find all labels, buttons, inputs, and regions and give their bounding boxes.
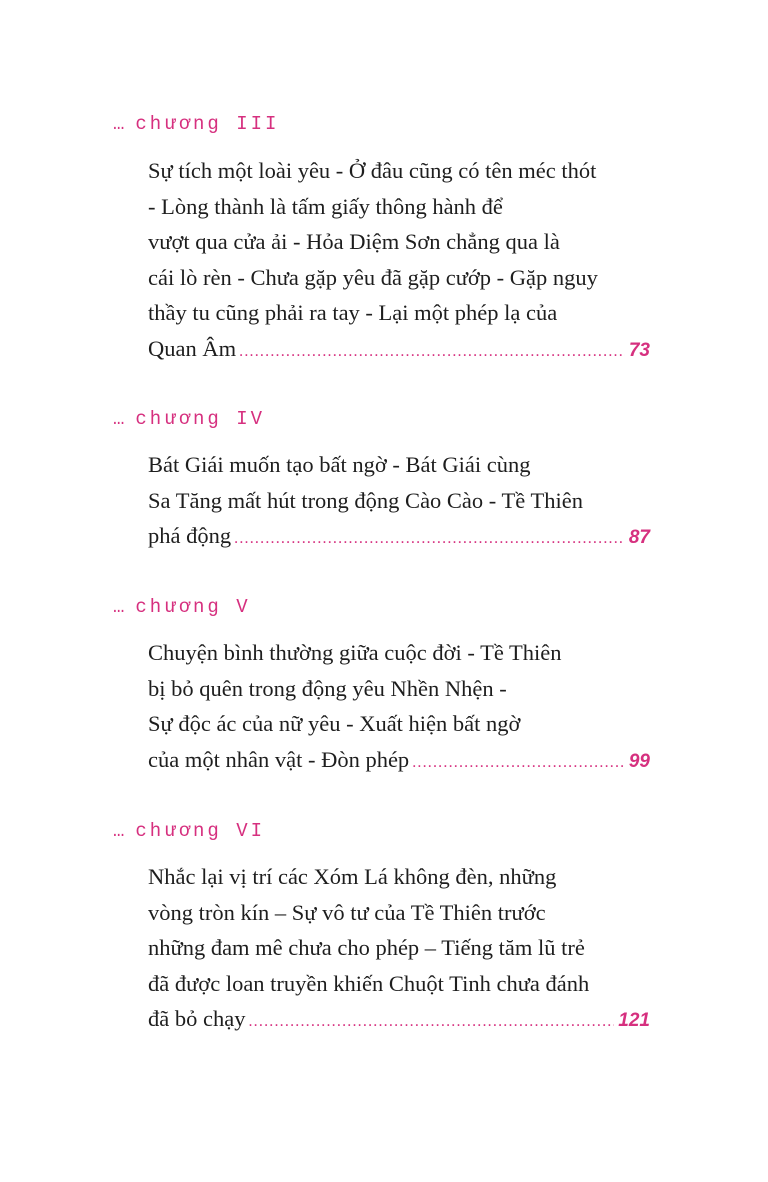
summary-line: của một nhân vật - Đòn phép [148, 746, 410, 772]
chapter-title: chương III [135, 113, 280, 135]
summary-last-line [148, 1001, 650, 1037]
summary-line: Quan Âm [148, 335, 237, 361]
chapter-heading [113, 595, 251, 619]
chapter-title: chương V [135, 596, 251, 618]
summary-line: đã bỏ chạy [148, 1006, 246, 1031]
summary-line: - Lòng thành là tấm giấy thông hành để [148, 193, 503, 219]
summary-line: đã được loan truyền khiến Chuột Tinh chưa đánh [148, 970, 590, 996]
heading-ellipsis: … [113, 596, 126, 618]
summary-line: Sa Tăng mất hút trong động Cào Cào - Tề Thiên [148, 487, 583, 513]
summary-line: bị bỏ quên trong động yêu Nhền Nhện - [148, 675, 507, 701]
dot-leader [239, 334, 625, 370]
chapter-title: chương IV [135, 408, 266, 430]
summary-line: vượt qua cửa ải - Hỏa Diệm Sơn chẳng qua là [148, 229, 560, 254]
summary-line: cái lò rèn - Chưa gặp yêu đã gặp cướp - Gặp nguy [148, 264, 598, 290]
heading-ellipsis: … [113, 113, 126, 135]
dot-leader [412, 745, 625, 781]
chapter-heading [113, 819, 265, 843]
page-number: 99 [628, 750, 650, 772]
chapter-summary [148, 447, 650, 554]
summary-line: những đam mê chưa cho phép – Tiếng tăm lũ trẻ [148, 935, 585, 960]
chapter-title: chương VI [135, 820, 266, 842]
chapter-summary [148, 153, 650, 366]
chapter-summary [148, 859, 650, 1037]
summary-line: phá động [148, 523, 232, 548]
heading-ellipsis: … [113, 820, 126, 842]
summary-last-line [148, 742, 650, 778]
page-number: 73 [628, 339, 650, 361]
page-number: 121 [618, 1010, 650, 1031]
summary-line: Sự độc ác của nữ yêu - Xuất hiện bất ngờ [148, 711, 521, 736]
dot-leader [248, 1004, 614, 1040]
page-number: 87 [628, 527, 650, 548]
summary-last-line [148, 331, 650, 367]
summary-last-line [148, 518, 650, 554]
summary-line: Chuyện bình thường giữa cuộc đời - Tề Thiên [148, 640, 562, 665]
chapter-heading [113, 112, 279, 136]
chapter-heading [113, 407, 265, 431]
summary-line: Bát Giái muốn tạo bất ngờ - Bát Giái cùng [148, 452, 531, 477]
dot-leader [234, 521, 625, 557]
heading-ellipsis: … [113, 408, 126, 430]
summary-line: thầy tu cũng phải ra tay - Lại một phép lạ của [148, 300, 558, 325]
summary-line: Sự tích một loài yêu - Ở đâu cũng có tên méc thót [148, 158, 597, 183]
summary-line: Nhắc lại vị trí các Xóm Lá không đèn, những [148, 864, 557, 889]
summary-line: vòng tròn kín – Sự vô tư của Tề Thiên trước [148, 899, 546, 925]
chapter-summary [148, 635, 650, 777]
